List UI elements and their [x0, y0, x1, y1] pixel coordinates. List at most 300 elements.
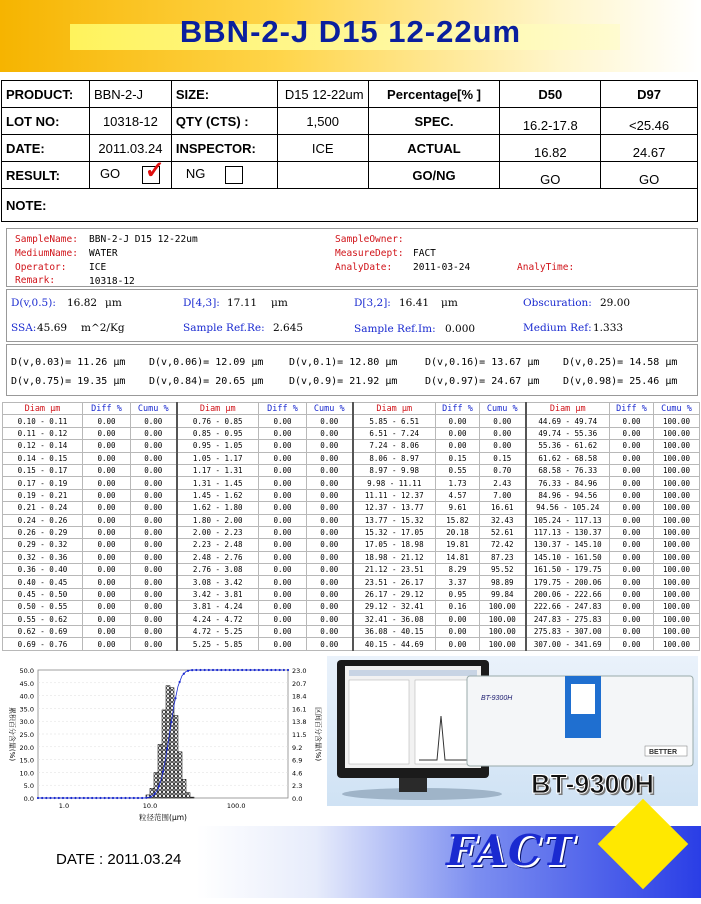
cumu-cell: 100.00 — [654, 588, 700, 600]
histogram-bar — [190, 797, 194, 798]
table-row — [3, 477, 700, 489]
brand-text: BETTER — [649, 749, 677, 756]
cumulative-point — [233, 669, 235, 671]
grid-header-diff: Diff % — [436, 403, 480, 415]
table-row — [3, 452, 700, 464]
right-tick-label: 11.5 — [292, 731, 307, 739]
diff-cell: 0.00 — [259, 415, 307, 427]
cumulative-point — [149, 796, 151, 798]
diam-cell: 3.08 - 3.42 — [177, 576, 259, 588]
diff-cell: 9.61 — [436, 502, 480, 514]
gong-d97: GO — [601, 162, 698, 189]
cumulative-point — [199, 669, 201, 671]
histogram-bar — [158, 745, 162, 798]
cumu-cell: 100.00 — [480, 613, 526, 625]
diam-cell: 4.72 - 5.25 — [177, 626, 259, 638]
cumulative-point — [74, 797, 76, 799]
cumulative-point — [137, 797, 139, 799]
cumu-cell: 0.00 — [307, 588, 353, 600]
diam-cell: 1.62 - 1.80 — [177, 502, 259, 514]
grid-header-diam: Diam μm — [526, 403, 610, 415]
cumulative-point — [170, 721, 172, 723]
diam-cell: 15.32 - 17.05 — [353, 526, 436, 538]
cumu-cell: 32.43 — [480, 514, 526, 526]
cumu-cell: 0.00 — [131, 539, 177, 551]
diam-cell: 0.55 - 0.62 — [3, 613, 83, 625]
diff-cell: 0.00 — [610, 588, 654, 600]
table-row — [3, 638, 700, 650]
diam-cell: 44.69 - 49.74 — [526, 415, 610, 427]
cumu-cell: 0.00 — [307, 514, 353, 526]
cumu-cell: 0.00 — [131, 489, 177, 501]
cumulative-point — [224, 669, 226, 671]
cumulative-point — [179, 681, 181, 683]
diff-cell: 0.00 — [610, 489, 654, 501]
diff-cell: 0.00 — [259, 526, 307, 538]
d43-label: D[4,3]: — [183, 297, 220, 309]
actual-label: ACTUAL — [368, 135, 500, 162]
inspector-value: ICE — [277, 135, 368, 162]
cumulative-point — [112, 797, 114, 799]
cumu-cell: 100.00 — [654, 638, 700, 650]
diff-cell: 0.00 — [83, 551, 131, 563]
table-row — [3, 588, 700, 600]
diam-cell: 200.06 - 222.66 — [526, 588, 610, 600]
screen-table — [349, 680, 409, 764]
diam-cell: 2.76 - 3.08 — [177, 564, 259, 576]
inspector-label: INSPECTOR: — [171, 135, 277, 162]
cumu-cell: 100.00 — [480, 638, 526, 650]
diff-cell: 0.00 — [259, 427, 307, 439]
table-row — [3, 526, 700, 538]
diam-cell: 4.24 - 4.72 — [177, 613, 259, 625]
diam-cell: 61.62 - 68.58 — [526, 452, 610, 464]
cumulative-point — [120, 797, 122, 799]
histogram-bar — [162, 710, 166, 798]
diam-cell: 5.25 - 5.85 — [177, 638, 259, 650]
cumulative-point — [174, 697, 176, 699]
diff-cell: 14.81 — [436, 551, 480, 563]
report-info-table — [1, 80, 698, 222]
diff-cell: 0.00 — [259, 626, 307, 638]
fact-logo: FACT — [446, 826, 575, 875]
qty-label: QTY (CTS) : — [171, 108, 277, 135]
histogram-bar — [186, 793, 190, 798]
cumu-cell: 100.00 — [654, 489, 700, 501]
ng-option[interactable] — [171, 162, 277, 189]
grid-header-diam: Diam μm — [3, 403, 83, 415]
analy-date-label: AnalyDate: — [335, 262, 393, 273]
right-tick-label: 2.3 — [292, 782, 303, 791]
cumulative-point — [216, 669, 218, 671]
grid-header-diff: Diff % — [83, 403, 131, 415]
table-row — [3, 514, 700, 526]
grid-header-cumu: Cumu % — [307, 403, 353, 415]
grid-header-diff: Diff % — [610, 403, 654, 415]
lot-value: 10318-12 — [89, 108, 171, 135]
measure-dept-value: FACT — [413, 248, 436, 259]
cumu-cell: 0.00 — [131, 576, 177, 588]
cumulative-point — [287, 669, 289, 671]
cumu-cell: 0.00 — [307, 601, 353, 613]
sample-name-label: SampleName: — [15, 234, 78, 245]
dv-value: D(v,0.9)= 21.92 μm — [289, 376, 398, 387]
lot-label: LOT NO: — [2, 108, 90, 135]
cumulative-point — [166, 748, 168, 750]
diff-cell: 0.95 — [436, 588, 480, 600]
dv05-unit: μm — [105, 297, 122, 309]
diam-cell: 12.37 - 13.77 — [353, 502, 436, 514]
diam-cell: 161.50 - 179.75 — [526, 564, 610, 576]
diam-cell: 17.05 - 18.98 — [353, 539, 436, 551]
dv05-label: D(v,0.5): — [11, 297, 56, 309]
grid-header-cumu: Cumu % — [654, 403, 700, 415]
cumu-cell: 0.00 — [307, 613, 353, 625]
diff-cell: 0.00 — [83, 477, 131, 489]
ssa-label: SSA: — [11, 322, 37, 334]
right-tick-label: 6.9 — [292, 756, 303, 765]
dv05-value: 16.82 — [67, 297, 98, 309]
cumu-cell: 0.00 — [131, 502, 177, 514]
cumulative-point — [49, 797, 51, 799]
diff-cell: 0.00 — [83, 440, 131, 452]
diam-cell: 0.50 - 0.55 — [3, 601, 83, 613]
cumu-cell: 0.00 — [131, 601, 177, 613]
right-tick-label: 23.0 — [292, 667, 307, 675]
diff-cell: 0.00 — [259, 613, 307, 625]
diff-cell: 3.37 — [436, 576, 480, 588]
dv-value: D(v,0.1)= 12.80 μm — [289, 357, 398, 368]
right-tick-label: 4.6 — [292, 769, 303, 778]
x-tick-label: 1.0 — [58, 802, 70, 810]
diff-cell: 0.00 — [610, 440, 654, 452]
ng-label: NG — [185, 166, 206, 182]
equipment-panel — [327, 656, 698, 806]
cumulative-point — [70, 797, 72, 799]
left-tick-label: 15.0 — [19, 756, 34, 765]
diff-cell: 0.00 — [83, 564, 131, 576]
histogram-bar — [174, 716, 178, 798]
diff-cell: 0.00 — [83, 415, 131, 427]
diam-cell: 247.83 - 275.83 — [526, 613, 610, 625]
cumu-cell: 100.00 — [654, 601, 700, 613]
diam-cell: 5.85 - 6.51 — [353, 415, 436, 427]
diff-cell: 0.00 — [259, 638, 307, 650]
diff-cell: 0.00 — [436, 440, 480, 452]
d32-unit: μm — [441, 297, 458, 309]
cumulative-point — [241, 669, 243, 671]
diam-cell: 0.12 - 0.14 — [3, 440, 83, 452]
ref-im-value: 0.000 — [445, 323, 476, 335]
cumulative-point — [262, 669, 264, 671]
diam-cell: 130.37 - 145.10 — [526, 539, 610, 551]
spec-d50: 16.2-17.8 — [500, 108, 601, 135]
dv-value: D(v,0.98)= 25.46 μm — [563, 376, 678, 387]
cumu-cell: 0.00 — [131, 440, 177, 452]
diam-cell: 0.21 - 0.24 — [3, 502, 83, 514]
cumu-cell: 0.00 — [131, 526, 177, 538]
analy-date-value: 2011-03-24 — [413, 262, 471, 273]
cumulative-point — [124, 797, 126, 799]
cumu-cell: 0.00 — [307, 564, 353, 576]
cumulative-point — [41, 797, 43, 799]
cumulative-point — [91, 797, 93, 799]
diff-cell: 0.00 — [436, 613, 480, 625]
diff-cell: 0.00 — [610, 551, 654, 563]
cumu-cell: 0.00 — [131, 613, 177, 625]
cumulative-point — [145, 797, 147, 799]
cumu-cell: 0.15 — [480, 452, 526, 464]
cumulative-point — [270, 669, 272, 671]
diam-cell: 26.17 - 29.12 — [353, 588, 436, 600]
right-tick-label: 9.2 — [292, 743, 303, 752]
diff-cell: 0.00 — [83, 526, 131, 538]
cumu-cell: 87.23 — [480, 551, 526, 563]
actual-d97: 24.67 — [601, 135, 698, 162]
cumu-cell: 100.00 — [654, 613, 700, 625]
cumu-cell: 100.00 — [654, 551, 700, 563]
x-tick-label: 10.0 — [142, 802, 158, 810]
diff-cell: 0.00 — [610, 464, 654, 476]
cumulative-point — [266, 669, 268, 671]
note-label: NOTE: — [2, 189, 698, 222]
diam-cell: 9.98 - 11.11 — [353, 477, 436, 489]
dv-value: D(v,0.25)= 14.58 μm — [563, 357, 678, 368]
diam-cell: 0.36 - 0.40 — [3, 564, 83, 576]
cumulative-point — [274, 669, 276, 671]
cumulative-point — [37, 797, 39, 799]
gong-d50: GO — [500, 162, 601, 189]
dv-percentiles-panel — [6, 344, 698, 396]
diam-cell: 0.40 - 0.45 — [3, 576, 83, 588]
diam-cell: 0.85 - 0.95 — [177, 427, 259, 439]
table-row — [3, 564, 700, 576]
sample-name-value: BBN-2-J D15 12-22um — [89, 234, 198, 245]
gong-label: GO/NG — [368, 162, 500, 189]
cumu-cell: 0.00 — [307, 539, 353, 551]
diff-cell: 0.00 — [259, 464, 307, 476]
diff-cell: 0.00 — [259, 551, 307, 563]
grid-header-cumu: Cumu % — [480, 403, 526, 415]
diff-cell: 0.00 — [436, 626, 480, 638]
diam-cell: 1.31 - 1.45 — [177, 477, 259, 489]
cumulative-point — [208, 669, 210, 671]
spec-d97: <25.46 — [601, 108, 698, 135]
diam-cell: 1.80 - 2.00 — [177, 514, 259, 526]
histogram-bar — [182, 779, 186, 798]
cumu-cell: 0.00 — [131, 588, 177, 600]
cumu-cell: 0.00 — [307, 440, 353, 452]
remark-value: 10318-12 — [89, 276, 135, 287]
diff-cell: 8.29 — [436, 564, 480, 576]
go-option[interactable] — [89, 157, 171, 189]
diam-cell: 275.83 - 307.00 — [526, 626, 610, 638]
diff-cell: 0.16 — [436, 601, 480, 613]
cumulative-point — [258, 669, 260, 671]
diam-cell: 18.98 - 21.12 — [353, 551, 436, 563]
diff-cell: 0.00 — [259, 514, 307, 526]
cumulative-point — [245, 669, 247, 671]
dv-value: D(v,0.75)= 19.35 μm — [11, 376, 126, 387]
diff-cell: 0.00 — [83, 638, 131, 650]
table-row — [3, 489, 700, 501]
cumu-cell: 100.00 — [480, 626, 526, 638]
cumu-cell: 2.43 — [480, 477, 526, 489]
left-tick-label: 30.0 — [19, 718, 34, 727]
cumu-cell: 0.00 — [307, 551, 353, 563]
diam-cell: 0.26 - 0.29 — [3, 526, 83, 538]
diam-cell: 21.12 - 23.51 — [353, 564, 436, 576]
diam-cell: 0.69 - 0.76 — [3, 638, 83, 650]
cumulative-point — [191, 669, 193, 671]
cumu-cell: 0.00 — [131, 477, 177, 489]
left-tick-label: 35.0 — [19, 705, 34, 714]
cumu-cell: 0.00 — [131, 415, 177, 427]
diam-cell: 0.95 - 1.05 — [177, 440, 259, 452]
cumu-cell: 0.00 — [480, 427, 526, 439]
diff-cell: 0.00 — [83, 613, 131, 625]
cumu-cell: 0.00 — [307, 638, 353, 650]
cumulative-point — [95, 797, 97, 799]
diff-cell: 0.00 — [436, 427, 480, 439]
diam-cell: 3.42 - 3.81 — [177, 588, 259, 600]
diff-cell: 0.00 — [436, 415, 480, 427]
date-value: 2011.03.24 — [89, 135, 171, 162]
cumulative-point — [66, 797, 68, 799]
ref-im-label: Sample Ref.Im: — [354, 323, 436, 335]
obscuration-label: Obscuration: — [523, 297, 592, 309]
left-tick-label: 0.0 — [23, 795, 34, 803]
footer-date: DATE : 2011.03.24 — [56, 851, 182, 868]
diff-cell: 0.00 — [83, 464, 131, 476]
ng-checkbox[interactable] — [225, 166, 243, 184]
right-tick-label: 20.7 — [292, 679, 307, 688]
statistics-panel — [6, 289, 698, 342]
diff-cell: 0.00 — [436, 638, 480, 650]
diam-cell: 94.56 - 105.24 — [526, 502, 610, 514]
go-checkbox[interactable] — [142, 157, 165, 184]
diff-cell: 0.00 — [83, 427, 131, 439]
cumulative-point — [283, 669, 285, 671]
cumu-cell: 0.00 — [480, 415, 526, 427]
cumulative-point — [116, 797, 118, 799]
cumulative-point — [279, 669, 281, 671]
histogram-bar — [170, 688, 174, 798]
diff-cell: 0.00 — [259, 502, 307, 514]
cumulative-point — [237, 669, 239, 671]
cumu-cell: 16.61 — [480, 502, 526, 514]
page-title: BBN-2-J D15 12-22um — [179, 14, 522, 49]
diff-cell: 4.57 — [436, 489, 480, 501]
screen-chart — [415, 680, 475, 764]
diam-cell: 105.24 - 117.13 — [526, 514, 610, 526]
cumu-cell: 100.00 — [480, 601, 526, 613]
cumu-cell: 0.00 — [131, 638, 177, 650]
diam-cell: 0.76 - 0.85 — [177, 415, 259, 427]
monitor-stand — [399, 778, 427, 792]
cumulative-point — [54, 797, 56, 799]
dv-value: D(v,0.06)= 12.09 μm — [149, 357, 264, 368]
table-row — [3, 613, 700, 625]
dv-value: D(v,0.84)= 20.65 μm — [149, 376, 264, 387]
diam-cell: 0.62 - 0.69 — [3, 626, 83, 638]
cumulative-point — [254, 669, 256, 671]
diam-cell: 8.06 - 8.97 — [353, 452, 436, 464]
d50-header: D50 — [500, 81, 601, 108]
left-tick-label: 5.0 — [23, 782, 34, 791]
diff-cell: 0.00 — [610, 626, 654, 638]
cumulative-point — [87, 797, 89, 799]
cumulative-point — [249, 669, 251, 671]
measure-dept-label: MeasureDept: — [335, 248, 404, 259]
diam-cell: 0.14 - 0.15 — [3, 452, 83, 464]
cumu-cell: 100.00 — [654, 502, 700, 514]
cumu-cell: 52.61 — [480, 526, 526, 538]
cumulative-point — [83, 797, 85, 799]
cumu-cell: 0.70 — [480, 464, 526, 476]
diam-cell: 55.36 - 61.62 — [526, 440, 610, 452]
cumulative-point — [108, 797, 110, 799]
diam-cell: 0.11 - 0.12 — [3, 427, 83, 439]
cumulative-point — [195, 669, 197, 671]
d43-unit: μm — [271, 297, 288, 309]
diff-cell: 20.18 — [436, 526, 480, 538]
screen-header — [349, 670, 477, 676]
cumu-cell: 100.00 — [654, 576, 700, 588]
grid-header-diam: Diam μm — [353, 403, 436, 415]
diff-cell: 0.00 — [83, 601, 131, 613]
cumulative-point — [62, 797, 64, 799]
diam-cell: 222.66 - 247.83 — [526, 601, 610, 613]
cumulative-point — [79, 797, 81, 799]
table-row — [3, 551, 700, 563]
diff-cell: 0.00 — [83, 626, 131, 638]
cumu-cell: 0.00 — [131, 452, 177, 464]
diff-cell: 0.00 — [610, 514, 654, 526]
percentage-header: Percentage[% ] — [368, 81, 500, 108]
cumulative-point — [99, 797, 101, 799]
cumu-cell: 0.00 — [307, 489, 353, 501]
cumu-cell: 0.00 — [307, 464, 353, 476]
product-label: PRODUCT: — [2, 81, 90, 108]
diff-cell: 0.00 — [610, 526, 654, 538]
cumu-cell: 7.00 — [480, 489, 526, 501]
diff-cell: 15.82 — [436, 514, 480, 526]
size-distribution-table — [2, 402, 700, 651]
left-tick-label: 50.0 — [19, 667, 34, 675]
diff-cell: 0.00 — [610, 502, 654, 514]
table-row — [3, 415, 700, 427]
diff-cell: 0.00 — [83, 576, 131, 588]
cumu-cell: 100.00 — [654, 440, 700, 452]
diam-cell: 117.13 - 130.37 — [526, 526, 610, 538]
cumu-cell: 0.00 — [307, 415, 353, 427]
table-row — [3, 576, 700, 588]
d32-value: 16.41 — [399, 297, 430, 309]
cumu-cell: 95.52 — [480, 564, 526, 576]
cumulative-point — [129, 797, 131, 799]
cumulative-point — [183, 673, 185, 675]
right-tick-label: 0.0 — [292, 795, 303, 803]
sample-owner-label: SampleOwner: — [335, 234, 404, 245]
analy-time-label: AnalyTime: — [517, 262, 575, 273]
left-tick-label: 25.0 — [19, 731, 34, 739]
diff-cell: 0.00 — [83, 588, 131, 600]
left-tick-label: 10.0 — [19, 769, 34, 778]
grid-header-cumu: Cumu % — [131, 403, 177, 415]
cumu-cell: 100.00 — [654, 539, 700, 551]
diam-cell: 0.29 - 0.32 — [3, 539, 83, 551]
